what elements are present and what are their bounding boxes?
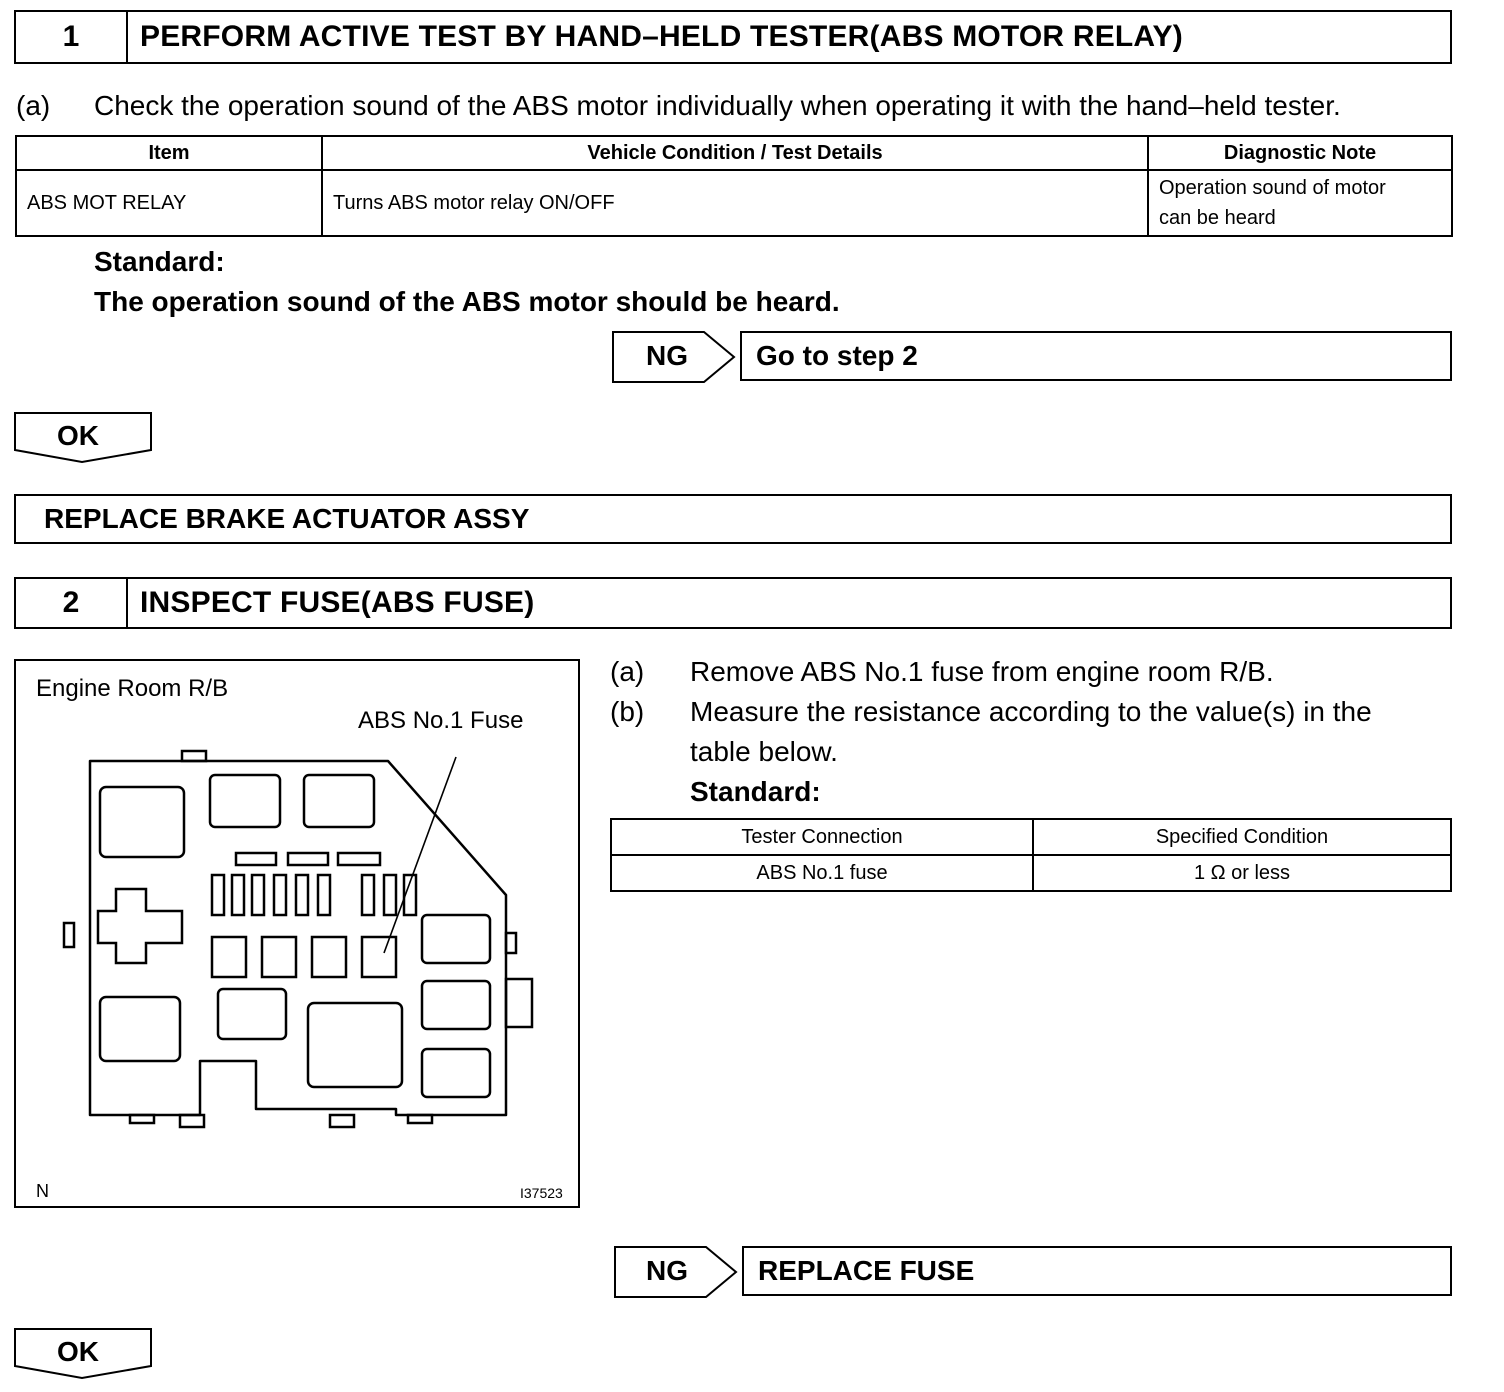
step-title: INSPECT FUSE(ABS FUSE) <box>140 586 535 619</box>
ng-result-text: REPLACE FUSE <box>758 1255 975 1286</box>
instruction-text: Measure the resistance according to the value(s) in the <box>690 696 1372 727</box>
standard-label: Standard: <box>690 776 821 807</box>
standard-text: The operation sound of the ABS motor should be heard. <box>94 286 840 317</box>
ok-label: OK <box>57 1336 99 1367</box>
instruction-text: table below. <box>690 736 838 767</box>
table-cell-condition: 1 Ω or less <box>1033 855 1451 891</box>
table-cell-connection: ABS No.1 fuse <box>611 855 1033 891</box>
ok-result-box <box>14 494 1452 544</box>
ok-result-text: REPLACE BRAKE ACTUATOR ASSY <box>44 503 530 534</box>
table-header: Vehicle Condition / Test Details <box>322 136 1148 170</box>
fuse-callout-label: ABS No.1 Fuse <box>358 707 524 734</box>
resistance-table <box>610 818 1452 892</box>
instruction-marker: (a) <box>610 656 645 687</box>
step-title: PERFORM ACTIVE TEST BY HAND–HELD TESTER(ABS MOTOR RELAY) <box>140 20 1183 53</box>
step-number: 2 <box>16 579 128 627</box>
table-cell-note <box>1148 170 1452 236</box>
diagram-title: Engine Room R/B <box>36 675 229 702</box>
table-cell-item: ABS MOT RELAY <box>16 170 322 236</box>
diagram-corner-n: N <box>36 1181 49 1201</box>
ng-result-box <box>742 1246 1452 1296</box>
instruction-text: Check the operation sound of the ABS motor individually when operating it with the hand–held tester. <box>94 90 1341 121</box>
note-line: can be heard <box>1159 207 1276 229</box>
instruction-marker: (b) <box>610 696 645 727</box>
ng-result-box <box>740 331 1452 381</box>
note-line: Operation sound of motor <box>1159 177 1386 199</box>
step-2-header <box>14 577 1452 629</box>
instruction-text: Remove ABS No.1 fuse from engine room R/B. <box>690 656 1274 687</box>
table-header: Diagnostic Note <box>1148 136 1452 170</box>
standard-label: Standard: <box>94 246 225 277</box>
engine-room-rb-diagram <box>14 659 580 1208</box>
ng-label: NG <box>646 340 688 371</box>
ng-result-text: Go to step 2 <box>756 340 918 371</box>
active-test-table <box>15 135 1453 237</box>
step-1-header <box>14 10 1452 64</box>
ng-label: NG <box>646 1255 688 1286</box>
relay-block-drawing <box>16 661 578 1206</box>
ok-label: OK <box>57 420 99 451</box>
table-header: Item <box>16 136 322 170</box>
step-number: 1 <box>16 12 128 62</box>
instruction-marker: (a) <box>16 90 51 121</box>
table-cell-details: Turns ABS motor relay ON/OFF <box>322 170 1148 236</box>
table-header: Specified Condition <box>1033 819 1451 855</box>
table-header: Tester Connection <box>611 819 1033 855</box>
diagram-figure-id: I37523 <box>520 1185 563 1201</box>
